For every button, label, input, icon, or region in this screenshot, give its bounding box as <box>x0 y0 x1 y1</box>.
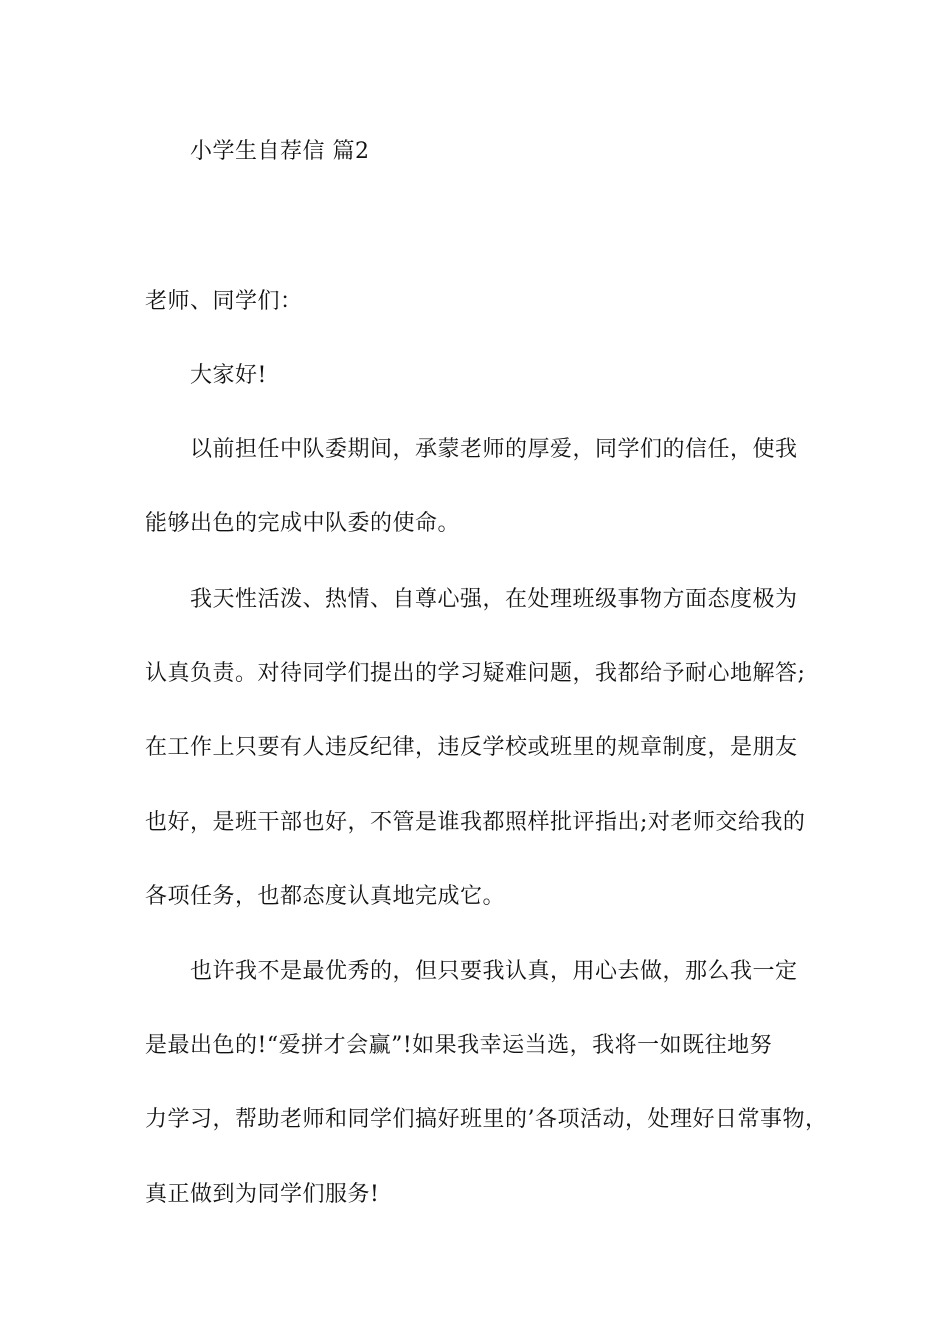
paragraph-2-line-2: 认真负责。对待同学们提出的学习疑难问题，我都给予耐心地解答; <box>145 661 806 686</box>
salutation: 老师、同学们： <box>145 289 303 314</box>
paragraph-3-line-2: 是最出色的!“爱拼才会赢”!如果我幸运当选，我将一如既往地努 <box>145 1033 773 1058</box>
paragraph-1-line-1: 以前担任中队委期间，承蒙老师的厚爱，同学们的信任，使我 <box>190 437 798 462</box>
greeting: 大家好! <box>190 363 267 388</box>
paragraph-1-line-2: 能够出色的完成中队委的使命。 <box>145 511 461 536</box>
paragraph-2-line-5: 各项任务，也都态度认真地完成它。 <box>145 884 506 909</box>
paragraph-3-line-1: 也许我不是最优秀的，但只要我认真，用心去做，那么我一定 <box>190 959 798 984</box>
paragraph-2-line-4: 也好，是班干部也好，不管是谁我都照样批评指出;对老师交给我的 <box>145 810 806 835</box>
document-title: 小学生自荐信 篇2 <box>190 139 370 164</box>
paragraph-2-line-3: 在工作上只要有人违反纪律，违反学校或班里的规章制度，是朋友 <box>145 735 798 760</box>
paragraph-3-line-3: 力学习，帮助老师和同学们搞好班里的’各项活动，处理好日常事物， <box>145 1107 828 1132</box>
paragraph-3-line-4: 真正做到为同学们服务! <box>145 1182 380 1207</box>
paragraph-2-line-1: 我天性活泼、热情、自尊心强，在处理班级事物方面态度极为 <box>190 587 798 612</box>
